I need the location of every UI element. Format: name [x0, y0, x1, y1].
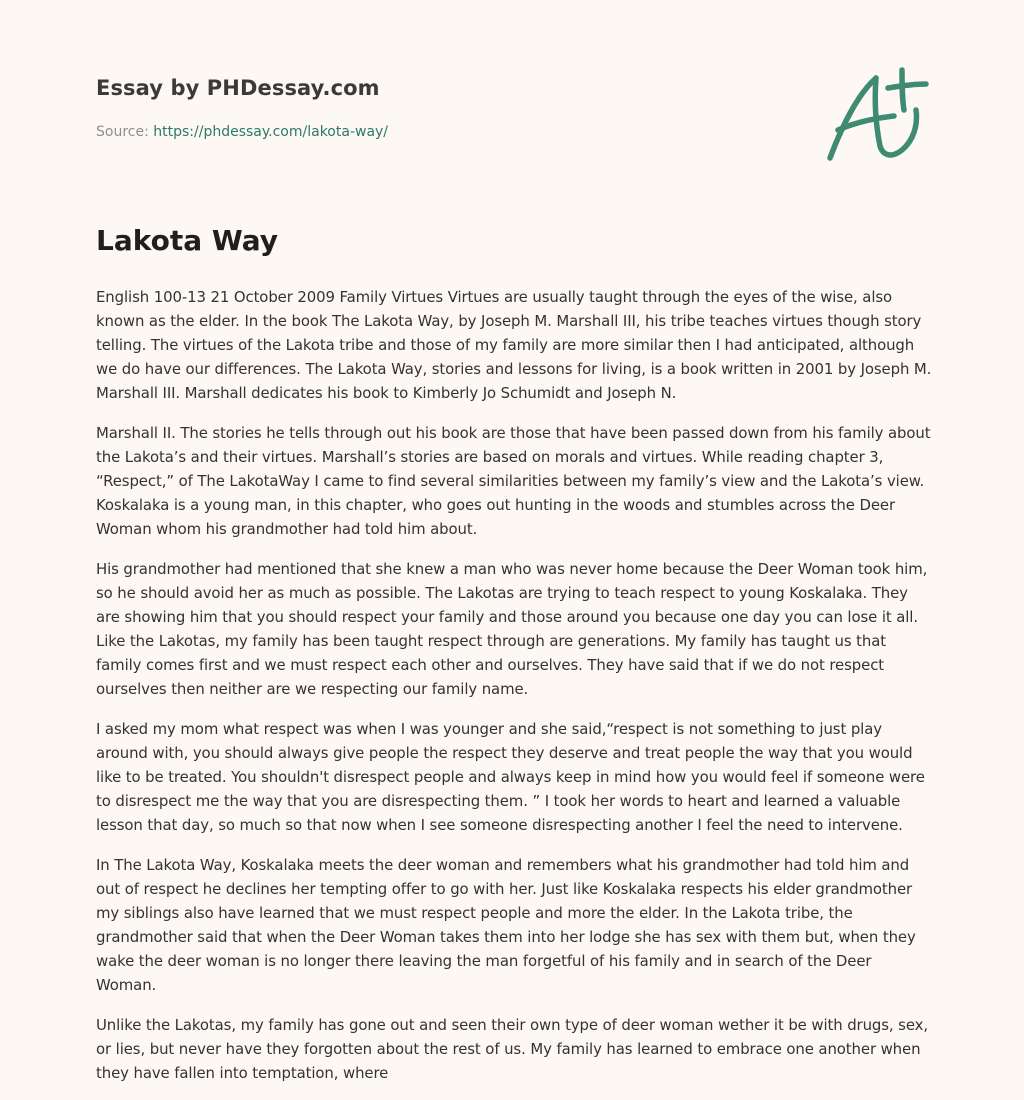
essay-paragraph: Unlike the Lakotas, my family has gone out and seen their own type of deer woman wether it be with drugs, sex, or lies, but never have they forgotten about the rest of us. My family has learned to embrace one another when they have fallen into temptation, where — [96, 1016, 928, 1082]
essay-paragraph: Marshall II. The stories he tells through out his book are those that have been passed down from his family about the Lakota’s and their virtues. Marshall’s stories are based on morals and virtues. While reading chapter 3, “Respect,” of The LakotaWay I came to find several similarities between my family’s view and the Lakota’s view. Koskalaka is a young man, in this chapter, who goes out hunting in the woods and stumbles across the Deer Woman whom his grandmother had told him about. — [96, 424, 931, 538]
essay-paragraph: I asked my mom what respect was when I was younger and she said,“respect is not something to just play around with, you should always give people the respect they deserve and treat people the way that you would like to be treated. You shouldn't disrespect people and always keep in mind how you would feel if someone were to disrespect me the way that you are disrespecting them. ” I took her words to heart and learned a valuable lesson that day, so much so that now when I see someone disrespecting another I feel the need to intervene. — [96, 720, 925, 834]
source-link[interactable]: https://phdessay.com/lakota-way/ — [153, 124, 389, 140]
essay-title: Lakota Way — [96, 224, 279, 257]
source-label: Source: — [96, 124, 154, 140]
source-line — [96, 124, 388, 140]
essay-body — [96, 285, 936, 1100]
site-brand: Essay by PHDessay.com — [96, 76, 380, 100]
a-plus-grade-icon — [818, 64, 934, 168]
essay-paragraph: His grandmother had mentioned that she knew a man who was never home because the Deer Woman took him, so he should avoid her as much as possible. The Lakotas are trying to teach respect to young Koskalaka. They are showing him that you should respect your family and those around you because one day you can lose it all. Like the Lakotas, my family has been taught respect through are generations. My family has taught us that family comes first and we must respect each other and ourselves. They have said that if we do not respect ourselves then neither are we respecting our family name. — [96, 560, 928, 698]
essay-paragraph: In The Lakota Way, Koskalaka meets the deer woman and remembers what his grandmother had told him and out of respect he declines her tempting offer to go with her. Just like Koskalaka respects his elder grandmother my siblings also have learned that we must respect people and more the elder. In the Lakota tribe, the grandmother said that when the Deer Woman takes them into her lodge she has sex with them but, when they wake the deer woman is no longer there leaving the man forgetful of his family and in search of the Deer Woman. — [96, 856, 916, 994]
essay-paragraph: English 100-13 21 October 2009 Family Virtues Virtues are usually taught through the eyes of the wise, also known as the elder. In the book The Lakota Way, by Joseph M. Marshall III, his tribe teaches virtues though story telling. The virtues of the Lakota tribe and those of my family are more similar then I had anticipated, although we do have our differences. The Lakota Way, stories and lessons for living, is a book written in 2001 by Joseph M. Marshall III. Marshall dedicates his book to Kimberly Jo Schumidt and Joseph N. — [96, 288, 932, 402]
